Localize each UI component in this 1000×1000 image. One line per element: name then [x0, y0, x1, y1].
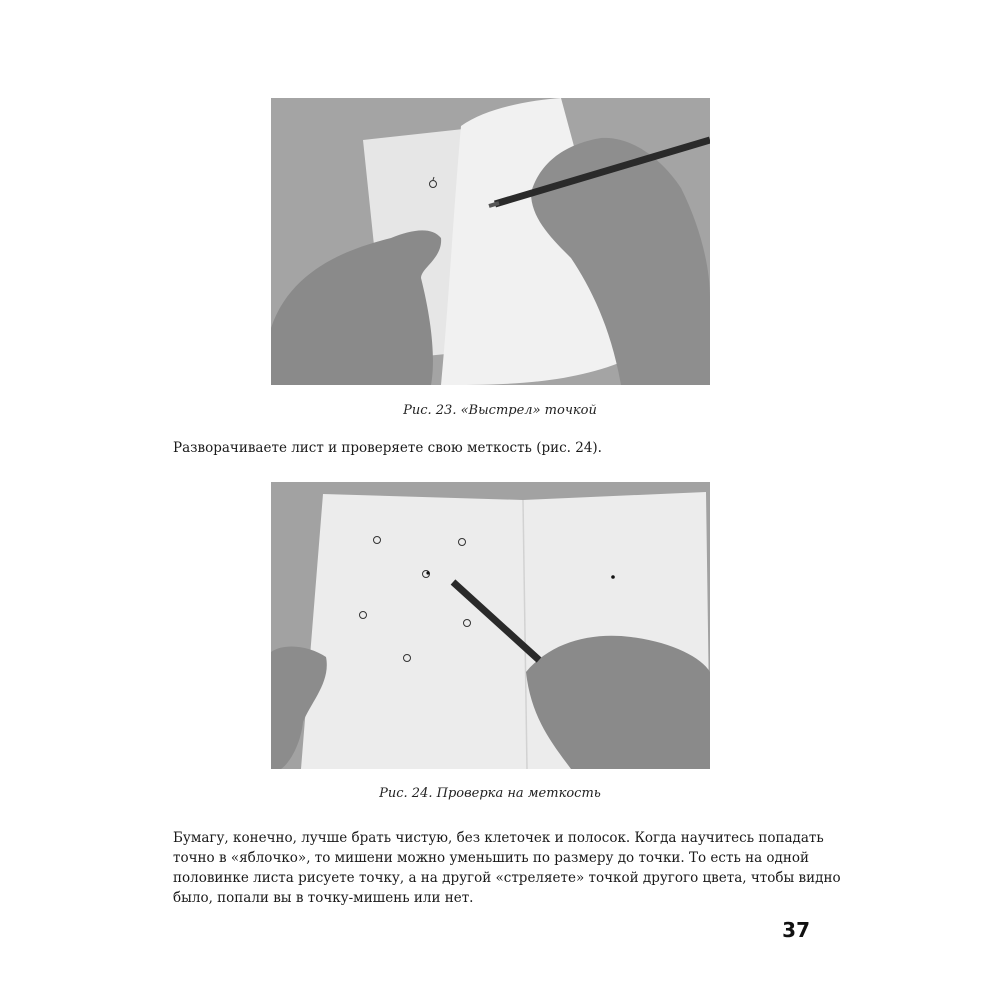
figure-24-caption: Рис. 24. Проверка на меткость	[379, 786, 601, 801]
paragraph-targets	[173, 828, 841, 908]
paragraph-line: было, попали вы в точку-мишень или нет.	[173, 890, 474, 906]
paragraph-line: Бумагу, конечно, лучше брать чистую, без клеточек и полосок. Когда научитесь попадать	[173, 830, 824, 846]
paragraph-line: половинке листа рисуете точку, а на другой «стреляете» точкой другого цвета, чтобы видно	[173, 870, 841, 886]
figure-23-caption: Рис. 23. «Выстрел» точкой	[403, 403, 597, 418]
figure-23-photo	[271, 98, 710, 385]
paragraph-line: точно в «яблочко», то мишени можно уменьшить по размеру до точки. То есть на одной	[173, 850, 809, 866]
figure-24-photo	[271, 482, 710, 769]
page-number: 37	[782, 918, 810, 942]
paragraph-unfold: Разворачиваете лист и проверяете свою меткость (рис. 24).	[173, 440, 602, 456]
